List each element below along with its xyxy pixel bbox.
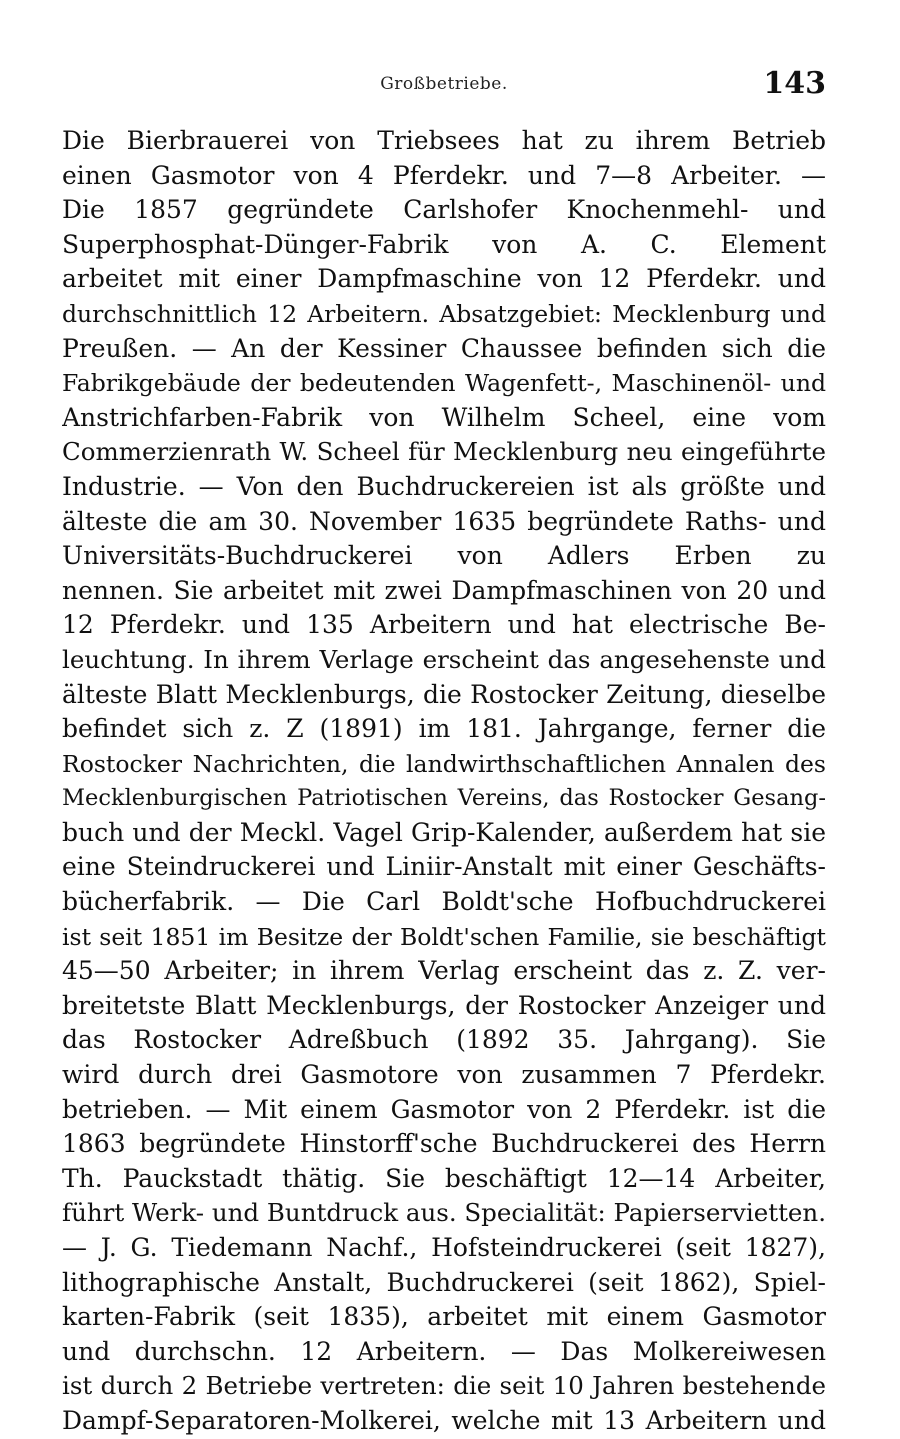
text-line: Superphosphat-Dünger-Fabrik von A. C. Element [62,229,826,259]
text-line: wird durch drei Gasmotore von zusammen 7 Pferdekr. [62,1060,826,1090]
text-line: Dampf-Separatoren-Molkerei, welche mit 13 Arbeitern und [62,1405,826,1435]
text-line: ist seit 1851 im Besitze der Boldt'schen Familie, sie beschäftigt [62,922,826,951]
text-line: Anstrichfarben-Fabrik von Wilhelm Scheel, eine vom [62,402,826,432]
text-line: leuchtung. In ihrem Verlage erscheint das angesehenste und [62,644,826,674]
text-line: betrieben. — Mit einem Gasmotor von 2 Pferdekr. ist die [62,1094,826,1124]
text-line: Die 1857 gegründete Carlshofer Knochenmehl- und [62,195,826,225]
text-line: Mecklenburgischen Patriotischen Vereins, das Rostocker Gesang- [62,785,826,812]
text-line: führt Werk- und Buntdruck aus. Specialität: Papierservietten. [62,1198,826,1228]
text-line: Universitäts-Buchdruckerei von Adlers Erben zu [62,541,826,571]
text-line: — J. G. Tiedemann Nachf., Hofsteindruckerei (seit 1827), [62,1233,826,1262]
text-line: und durchschn. 12 Arbeitern. — Das Molkereiwesen [62,1336,826,1366]
page-header [62,66,826,106]
text-line: 1863 begründete Hinstorff'sche Buchdruckerei des Herrn [62,1129,826,1159]
text-line: Fabrikgebäude der bedeutenden Wagenfett-, Maschinenöl- und [62,369,826,398]
text-line: älteste Blatt Mecklenburgs, die Rostocker Zeitung, dieselbe [62,679,826,709]
body-text [62,124,826,1439]
text-line: eine Steindruckerei und Liniir-Anstalt mit einer Geschäfts- [62,852,826,882]
text-line: Industrie. — Von den Buchdruckereien ist als größte und [62,471,826,501]
text-line: ist durch 2 Betriebe vertreten: die seit 10 Jahren bestehende [62,1371,826,1401]
text-line: Preußen. — An der Kessiner Chaussee befinden sich die [62,333,826,363]
text-line: karten-Fabrik (seit 1835), arbeitet mit einem Gasmotor [62,1302,826,1332]
text-line: Die Bierbrauerei von Triebsees hat zu ihrem Betrieb [62,126,826,155]
text-line: einen Gasmotor von 4 Pferdekr. und 7—8 Arbeiter. — [62,160,826,190]
text-line: das Rostocker Adreßbuch (1892 35. Jahrgang). Sie [62,1025,826,1055]
text-line: breitetste Blatt Mecklenburgs, der Rostocker Anzeiger und [62,990,826,1020]
text-line: 45—50 Arbeiter; in ihrem Verlag erscheint das z. Z. ver- [62,956,826,986]
text-line: lithographische Anstalt, Buchdruckerei (seit 1862), Spiel- [62,1267,826,1297]
text-line: buch und der Meckl. Vagel Grip-Kalender, außerdem hat sie [62,817,826,847]
text-line: arbeitet mit einer Dampfmaschine von 12 Pferdekr. und [62,264,826,294]
page-number: 143 [763,66,826,101]
text-line: durchschnittlich 12 Arbeitern. Absatzgebiet: Mecklenburg und [62,299,826,328]
text-line: Commerzienrath W. Scheel für Mecklenburg neu eingeführte [62,437,826,467]
text-line: Th. Pauckstadt thätig. Sie beschäftigt 12—14 Arbeiter, [62,1163,826,1193]
text-line: 12 Pferdekr. und 135 Arbeitern und hat electrische Be- [62,610,826,640]
text-line: befindet sich z. Z (1891) im 181. Jahrgange, ferner die [62,714,826,744]
text-line: Rostocker Nachrichten, die landwirthschaftlichen Annalen des [62,749,826,778]
running-head: Großbetriebe. [380,74,508,94]
text-line: älteste die am 30. November 1635 begründete Raths- und [62,506,826,536]
text-line: bücherfabrik. — Die Carl Boldt'sche Hofbuchdruckerei [62,887,826,917]
text-line: nennen. Sie arbeitet mit zwei Dampfmaschinen von 20 und [62,575,826,605]
